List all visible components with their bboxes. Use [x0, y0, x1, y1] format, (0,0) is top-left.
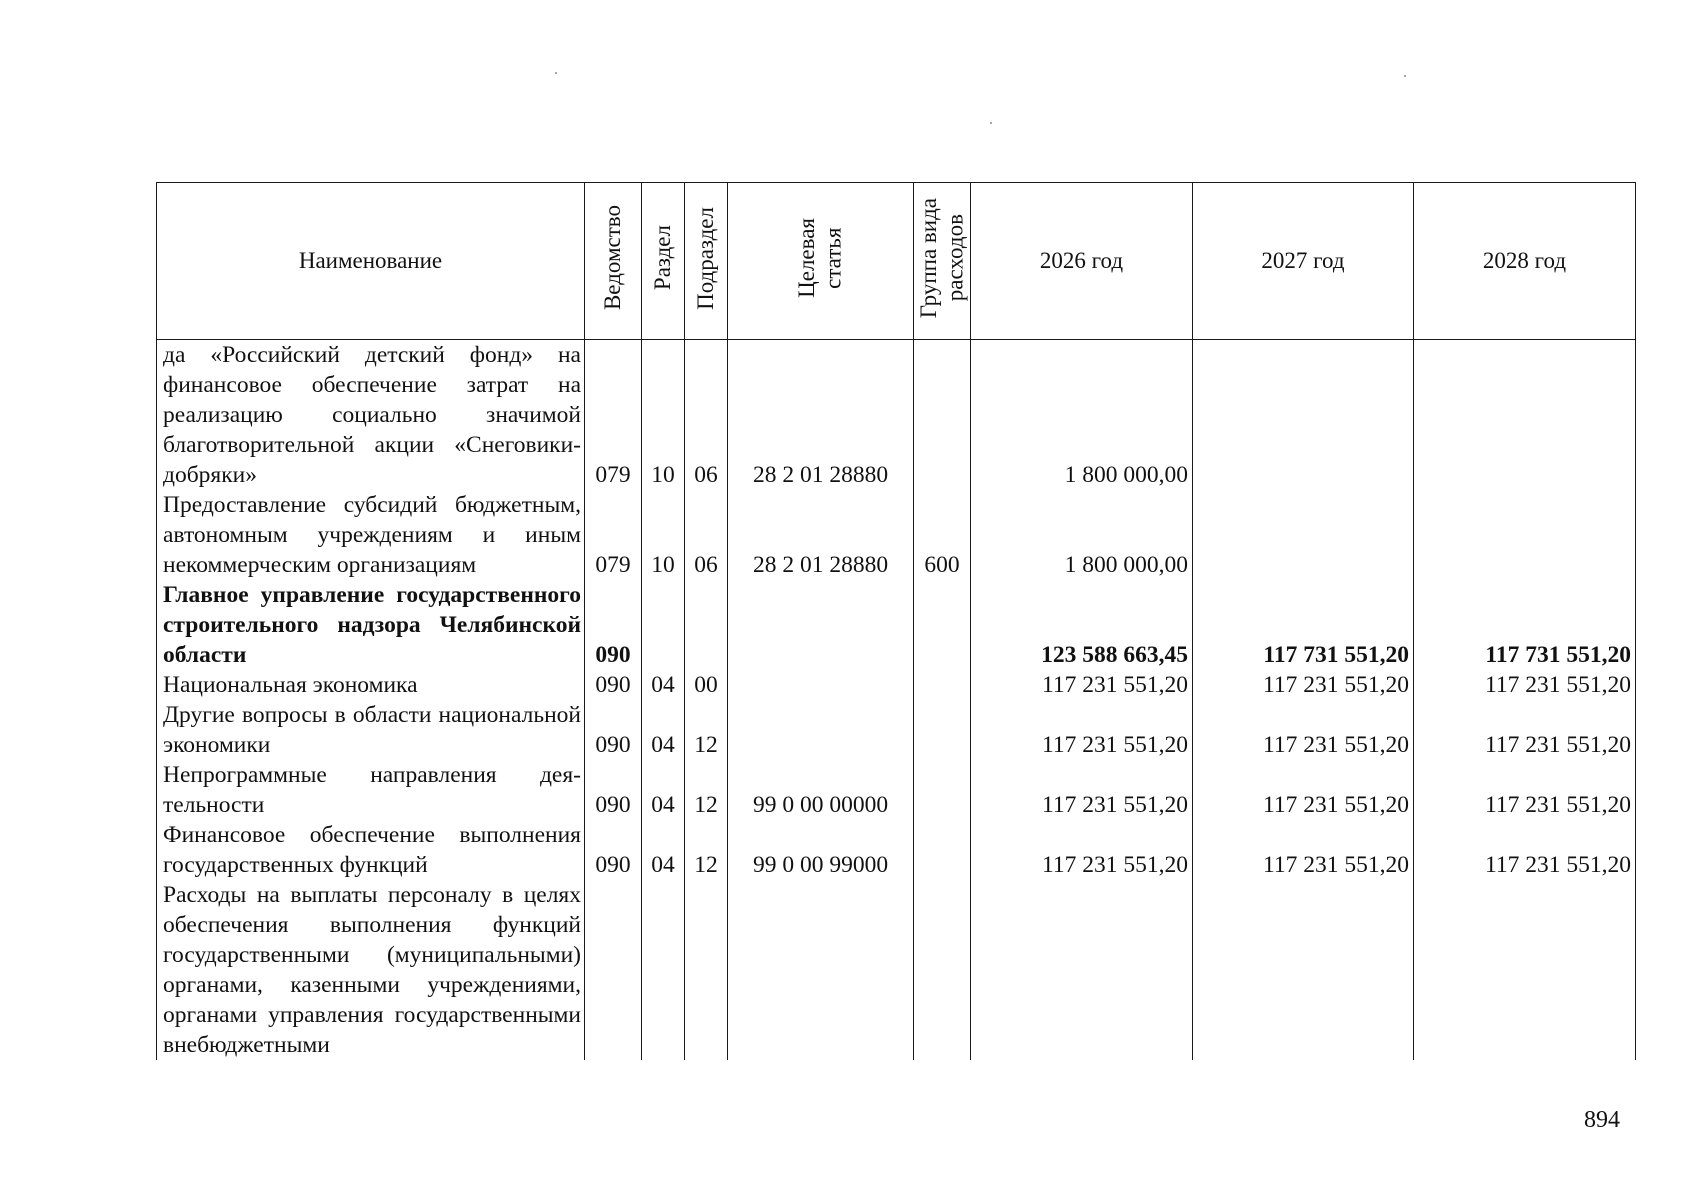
- header-2027: 2027 год: [1193, 183, 1414, 340]
- table-header-row: [157, 183, 1636, 340]
- row-2026: 117 231 551,20: [971, 670, 1193, 700]
- row-subsection: 12: [685, 820, 728, 880]
- row-group: [914, 820, 971, 880]
- row-2028: [1414, 880, 1636, 1060]
- row-target: [728, 670, 914, 700]
- row-subsection: [685, 880, 728, 1060]
- row-target: 99 0 00 99000: [728, 820, 914, 880]
- row-dept: 090: [585, 760, 642, 820]
- row-dept: 079: [585, 340, 642, 491]
- row-dept: 079: [585, 490, 642, 580]
- header-group: Группа вида расходов: [914, 183, 971, 340]
- row-2028: [1414, 340, 1636, 491]
- row-2027: 117 731 551,20: [1193, 580, 1414, 670]
- row-section: 10: [642, 340, 685, 491]
- row-name: Непрограммные направления деятельности: [157, 760, 585, 820]
- row-2026: 117 231 551,20: [971, 760, 1193, 820]
- row-2026: 123 588 663,45: [971, 580, 1193, 670]
- row-2028: 117 231 551,20: [1414, 700, 1636, 760]
- row-name: Другие вопросы в области национальной экономики: [157, 700, 585, 760]
- header-section: Раздел: [642, 183, 685, 340]
- header-subsection: Подраздел: [685, 183, 728, 340]
- header-2026: 2026 год: [971, 183, 1193, 340]
- row-group: 600: [914, 490, 971, 580]
- row-2026: 117 231 551,20: [971, 820, 1193, 880]
- row-subsection: 06: [685, 340, 728, 491]
- row-target: [728, 580, 914, 670]
- row-name: да «Российский детский фонд» на финансовое обеспечение затрат на реализацию социально значимой благотворительной акции «Снеговики-добряки»: [157, 340, 585, 491]
- row-dept: 090: [585, 820, 642, 880]
- row-name: Финансовое обеспечение выполнения государственных функций: [157, 820, 585, 880]
- table-row: [157, 490, 1636, 580]
- row-group: [914, 580, 971, 670]
- row-dept: 090: [585, 670, 642, 700]
- row-target: 28 2 01 28880: [728, 490, 914, 580]
- row-name: Национальная экономика: [157, 670, 585, 700]
- row-2028: 117 231 551,20: [1414, 820, 1636, 880]
- row-2028: 117 731 551,20: [1414, 580, 1636, 670]
- row-group: [914, 670, 971, 700]
- scan-speck: [990, 122, 992, 124]
- table-row: [157, 880, 1636, 1060]
- scan-speck: [1404, 75, 1406, 77]
- scan-speck: [555, 72, 557, 74]
- row-target: 28 2 01 28880: [728, 340, 914, 491]
- row-dept: [585, 880, 642, 1060]
- row-section: 10: [642, 490, 685, 580]
- row-2026: 117 231 551,20: [971, 700, 1193, 760]
- row-section: 04: [642, 820, 685, 880]
- row-2026: 1 800 000,00: [971, 340, 1193, 491]
- table-row: [157, 340, 1636, 491]
- row-2028: [1414, 490, 1636, 580]
- header-2028: 2028 год: [1414, 183, 1636, 340]
- row-section: 04: [642, 760, 685, 820]
- row-target: [728, 700, 914, 760]
- row-name: Главное управление государственного строительного надзора Челябинской области: [157, 580, 585, 670]
- budget-table-sheet: [156, 182, 1635, 1090]
- row-2027: [1193, 490, 1414, 580]
- row-name: Предоставление субсидий бюджетным, автономным учреждениям и иным некоммерческим организациям: [157, 490, 585, 580]
- row-name: Расходы на выплаты персоналу в целях обеспечения выполнения функций государственными (муниципальными) органами, казенными учреждениями, органами управления государственными внебюджетными: [157, 880, 585, 1060]
- table-row: [157, 760, 1636, 820]
- row-group: [914, 340, 971, 491]
- row-section: [642, 880, 685, 1060]
- row-target: 99 0 00 00000: [728, 760, 914, 820]
- budget-table: [156, 182, 1636, 1060]
- row-subsection: [685, 580, 728, 670]
- row-2027: 117 231 551,20: [1193, 760, 1414, 820]
- row-subsection: 06: [685, 490, 728, 580]
- header-target: Целевая статья: [728, 183, 914, 340]
- header-name: Наименование: [157, 183, 585, 340]
- row-2026: [971, 880, 1193, 1060]
- table-row: [157, 670, 1636, 700]
- row-2028: 117 231 551,20: [1414, 670, 1636, 700]
- table-row: [157, 700, 1636, 760]
- row-section: 04: [642, 700, 685, 760]
- row-2027: 117 231 551,20: [1193, 700, 1414, 760]
- row-group: [914, 760, 971, 820]
- row-target: [728, 880, 914, 1060]
- row-subsection: 12: [685, 700, 728, 760]
- row-group: [914, 880, 971, 1060]
- row-subsection: 00: [685, 670, 728, 700]
- row-2026: 1 800 000,00: [971, 490, 1193, 580]
- row-2027: 117 231 551,20: [1193, 670, 1414, 700]
- page-number: 894: [1584, 1107, 1620, 1133]
- row-2027: [1193, 880, 1414, 1060]
- table-row: [157, 580, 1636, 670]
- row-subsection: 12: [685, 760, 728, 820]
- row-section: [642, 580, 685, 670]
- row-dept: 090: [585, 580, 642, 670]
- row-2028: 117 231 551,20: [1414, 760, 1636, 820]
- row-group: [914, 700, 971, 760]
- row-2027: [1193, 340, 1414, 491]
- header-dept: Ведомство: [585, 183, 642, 340]
- row-section: 04: [642, 670, 685, 700]
- row-dept: 090: [585, 700, 642, 760]
- row-2027: 117 231 551,20: [1193, 820, 1414, 880]
- table-row: [157, 820, 1636, 880]
